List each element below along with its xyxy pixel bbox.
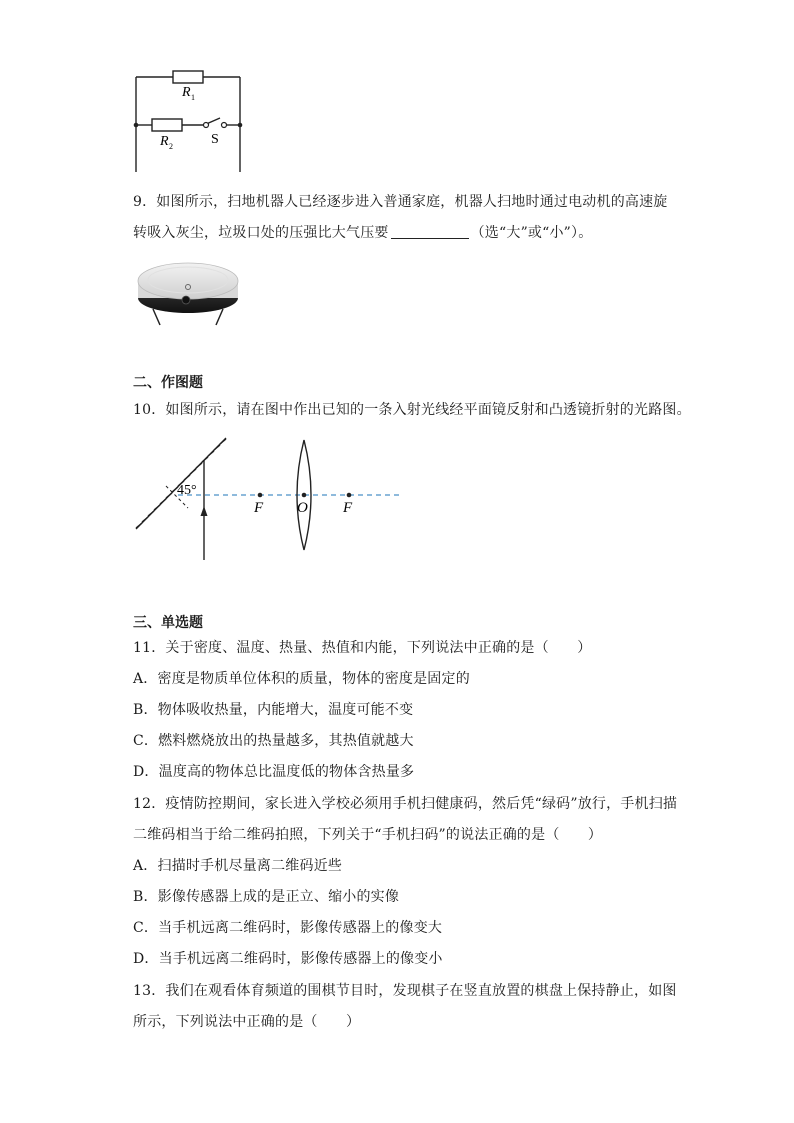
r1-label: R: [182, 85, 191, 100]
section-3-heading: 三、单选题: [133, 615, 203, 631]
q9-text-before: 转吸入灰尘，垃圾口处的压强比大气压要: [133, 225, 389, 241]
circuit-diagram: [128, 68, 248, 176]
resistor-r2: [152, 119, 182, 131]
angle-label: 45°: [177, 483, 197, 498]
q11-stem: 11．关于密度、温度、热量、热值和内能，下列说法中正确的是（ ）: [133, 640, 592, 656]
resistor-r1: [173, 71, 203, 83]
focus-left-label: F: [254, 500, 264, 516]
q9-line2: [133, 223, 592, 243]
q11-option-d[interactable]: D．温度高的物体总比温度低的物体含热量多: [133, 764, 415, 780]
r2-label: R: [160, 134, 169, 149]
section-2-heading: 二、作图题: [133, 375, 203, 391]
q9-line1: 9．如图所示，扫地机器人已经逐步进入普通家庭，机器人扫地时通过电动机的高速旋: [133, 194, 668, 210]
q13-stem-line2: 所示，下列说法中正确的是（ ）: [133, 1014, 361, 1030]
q12-stem-line1: 12．疫情防控期间，家长进入学校必须用手机扫健康码，然后凭“绿码”放行，手机扫描: [133, 796, 678, 812]
q11-option-a[interactable]: A．密度是物质单位体积的质量，物体的密度是固定的: [133, 671, 470, 687]
q11-option-b[interactable]: B．物体吸收热量，内能增大，温度可能不变: [133, 702, 414, 718]
lens-center-label: O: [297, 500, 308, 516]
switch-label: S: [211, 132, 219, 147]
q12-option-c[interactable]: C．当手机远离二维码时，影像传感器上的像变大: [133, 920, 443, 936]
focus-right-label: F: [343, 500, 353, 516]
q11-option-c[interactable]: C．燃料燃烧放出的热量越多，其热值就越大: [133, 733, 414, 749]
q12-stem-line2: 二维码相当于给二维码拍照，下列关于“手机扫码”的说法正确的是（ ）: [133, 827, 603, 843]
q12-option-a[interactable]: A．扫描时手机尽量离二维码近些: [133, 858, 343, 874]
q9-text-after: （选“大”或“小”）。: [470, 225, 593, 241]
q12-option-d[interactable]: D．当手机远离二维码时，影像传感器上的像变小: [133, 951, 443, 967]
q9-answer-blank[interactable]: [391, 224, 469, 239]
q10-text: 10．如图所示，请在图中作出已知的一条入射光线经平面镜反射和凸透镜折射的光路图。: [133, 402, 691, 418]
q12-option-b[interactable]: B．影像传感器上成的是正立、缩小的实像: [133, 889, 400, 905]
optics-diagram: [128, 432, 408, 564]
q13-stem-line1: 13．我们在观看体育频道的围棋节目时，发现棋子在竖直放置的棋盘上保持静止，如图: [133, 983, 677, 999]
r2-subscript: 2: [169, 142, 173, 151]
robot-vacuum-image: [133, 253, 243, 328]
r1-subscript: 1: [191, 93, 195, 102]
